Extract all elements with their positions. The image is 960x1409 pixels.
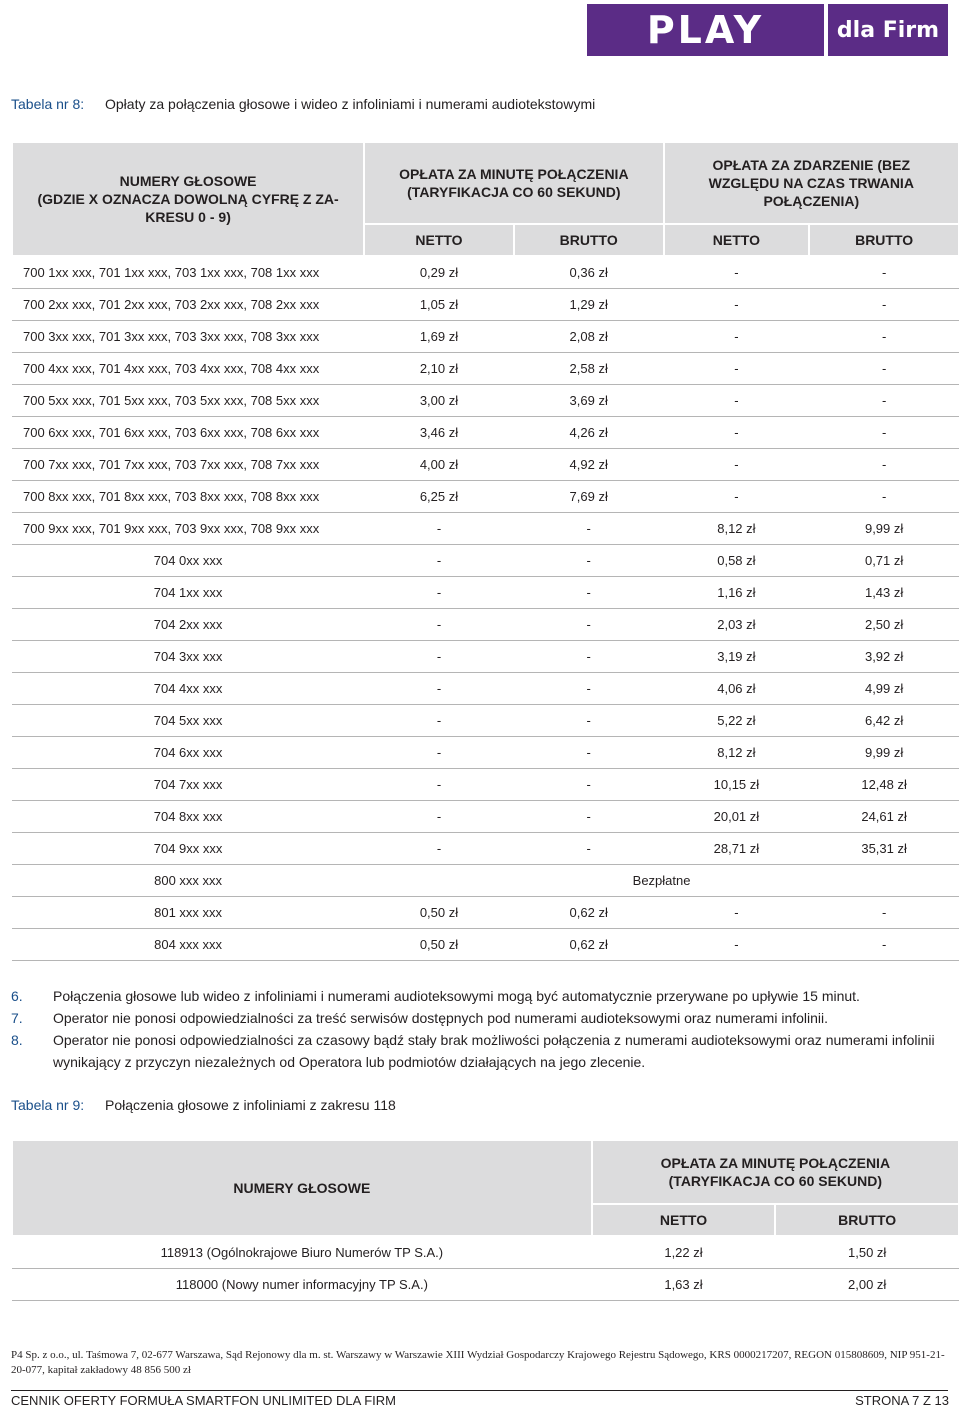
table-row xyxy=(12,929,959,961)
price-cell: 1,50 zł xyxy=(775,1236,959,1269)
price-cell: 10,15 zł xyxy=(664,769,810,801)
table-row xyxy=(12,256,959,289)
price-cell: 1,43 zł xyxy=(809,577,959,609)
price-cell: 1,16 zł xyxy=(664,577,810,609)
table9-header-per-minute: OPŁATA ZA MINUTĘ POŁĄCZENIA (TARYFIKACJA CO 60 SEKUND) xyxy=(592,1140,959,1204)
number-range-cell: 704 8xx xxx xyxy=(12,801,364,833)
price-cell: - xyxy=(514,577,664,609)
price-cell: Bezpłatne xyxy=(364,865,959,897)
price-cell: 0,29 zł xyxy=(364,256,514,289)
footer-divider xyxy=(11,1390,948,1391)
price-cell: - xyxy=(809,481,959,513)
price-cell: - xyxy=(364,737,514,769)
price-cell: - xyxy=(514,673,664,705)
price-cell: - xyxy=(809,321,959,353)
price-cell: 5,22 zł xyxy=(664,705,810,737)
price-cell: 2,50 zł xyxy=(809,609,959,641)
table-row xyxy=(12,1236,959,1269)
price-cell: - xyxy=(664,481,810,513)
price-cell: 8,12 zł xyxy=(664,737,810,769)
price-cell: - xyxy=(514,545,664,577)
play-logo: PLAY xyxy=(587,4,824,56)
price-cell: 9,99 zł xyxy=(809,737,959,769)
price-cell: 9,99 zł xyxy=(809,513,959,545)
table8 xyxy=(11,141,960,961)
price-cell: - xyxy=(514,801,664,833)
price-cell: - xyxy=(809,449,959,481)
number-range-cell: 700 9xx xxx, 701 9xx xxx, 703 9xx xxx, 708 9xx xxx xyxy=(12,513,364,545)
number-range-cell: 704 3xx xxx xyxy=(12,641,364,673)
number-range-cell: 700 6xx xxx, 701 6xx xxx, 703 6xx xxx, 708 6xx xxx xyxy=(12,417,364,449)
price-cell: - xyxy=(364,577,514,609)
price-cell: 12,48 zł xyxy=(809,769,959,801)
note-text: Operator nie ponosi odpowiedzialności za czasowy bądź stały brak możliwości połączenia z numerami audioteksowymi oraz numerami infolinii wynikający z przyczyn niezależnych od Operatora lub podmiotów działających na jego zlecenie. xyxy=(53,1032,935,1070)
number-range-cell: 700 8xx xxx, 701 8xx xxx, 703 8xx xxx, 708 8xx xxx xyxy=(12,481,364,513)
price-cell: - xyxy=(809,897,959,929)
price-cell: 8,12 zł xyxy=(664,513,810,545)
table-row xyxy=(12,321,959,353)
price-cell: 24,61 zł xyxy=(809,801,959,833)
table8-subheader-brutto: BRUTTO xyxy=(514,224,664,256)
table8-body xyxy=(12,256,959,961)
table8-header-numbers: NUMERY GŁOSOWE (GDZIE X OZNACZA DOWOLNĄ CYFRĘ Z ZA- KRESU 0 - 9) xyxy=(12,142,364,256)
price-cell: 35,31 zł xyxy=(809,833,959,865)
price-cell: 1,22 zł xyxy=(592,1236,776,1269)
table-row xyxy=(12,865,959,897)
company-info: P4 Sp. z o.o., ul. Taśmowa 7, 02-677 Warszawa, Sąd Rejonowy dla m. st. Warszawy w Warszawie XIII Wydział Gospodarczy Krajowego Rejestru Sądowego, KRS 0000217207, REGON 015808609, NIP 951-21-20-077, kapitał zakładowy 48 856 500 zł xyxy=(11,1349,945,1376)
price-cell: 2,10 zł xyxy=(364,353,514,385)
table8-header-per-event: OPŁATA ZA ZDARZENIE (BEZ WZGLĘDU NA CZAS TRWANIA POŁĄCZENIA) xyxy=(664,142,959,224)
number-range-cell: 700 1xx xxx, 701 1xx xxx, 703 1xx xxx, 708 1xx xxx xyxy=(12,256,364,289)
table9-caption xyxy=(11,1097,396,1113)
note-item xyxy=(11,985,948,1007)
price-cell: - xyxy=(514,609,664,641)
price-cell: - xyxy=(514,705,664,737)
price-cell: - xyxy=(664,321,810,353)
price-cell: - xyxy=(809,417,959,449)
number-range-cell: 704 9xx xxx xyxy=(12,833,364,865)
price-cell: - xyxy=(664,256,810,289)
table-row xyxy=(12,609,959,641)
number-range-cell: 704 2xx xxx xyxy=(12,609,364,641)
note-item xyxy=(11,1007,948,1029)
number-range-cell: 704 7xx xxx xyxy=(12,769,364,801)
price-cell: 3,00 zł xyxy=(364,385,514,417)
number-range-cell: 704 5xx xxx xyxy=(12,705,364,737)
table-row xyxy=(12,481,959,513)
number-range-cell: 704 4xx xxx xyxy=(12,673,364,705)
price-cell: - xyxy=(514,513,664,545)
price-cell: - xyxy=(809,353,959,385)
price-cell: - xyxy=(809,289,959,321)
price-cell: - xyxy=(364,705,514,737)
price-cell: - xyxy=(514,641,664,673)
table-row xyxy=(12,449,959,481)
price-cell: 1,63 zł xyxy=(592,1269,776,1301)
page-number: STRONA 7 Z 13 xyxy=(855,1393,949,1408)
price-cell: 0,50 zł xyxy=(364,929,514,961)
price-cell: 1,69 zł xyxy=(364,321,514,353)
price-cell: 2,00 zł xyxy=(775,1269,959,1301)
price-cell: - xyxy=(364,833,514,865)
table-row xyxy=(12,705,959,737)
number-range-cell: 804 xxx xxx xyxy=(12,929,364,961)
number-range-cell: 118913 (Ogólnokrajowe Biuro Numerów TP S.A.) xyxy=(12,1236,592,1269)
price-cell: - xyxy=(514,833,664,865)
table8-subheader-brutto: BRUTTO xyxy=(809,224,959,256)
price-cell: - xyxy=(809,256,959,289)
price-cell: 4,06 zł xyxy=(664,673,810,705)
price-cell: 28,71 zł xyxy=(664,833,810,865)
price-cell: - xyxy=(364,641,514,673)
number-range-cell: 700 5xx xxx, 701 5xx xxx, 703 5xx xxx, 708 5xx xxx xyxy=(12,385,364,417)
play-dla-firm-logo xyxy=(587,4,948,56)
price-cell: - xyxy=(664,289,810,321)
table-row xyxy=(12,545,959,577)
table-row xyxy=(12,769,959,801)
table8-subheader-netto: NETTO xyxy=(664,224,810,256)
table9-subheader-netto: NETTO xyxy=(592,1204,776,1236)
table-row xyxy=(12,289,959,321)
price-cell: 4,26 zł xyxy=(514,417,664,449)
table9-caption-text: Połączenia głosowe z infoliniami z zakresu 118 xyxy=(105,1097,396,1113)
price-cell: 4,00 zł xyxy=(364,449,514,481)
table-row xyxy=(12,897,959,929)
price-cell: - xyxy=(809,929,959,961)
price-cell: - xyxy=(364,513,514,545)
note-text: Połączenia głosowe lub wideo z infoliniami i numerami audioteksowymi mogą być automatycznie przerywane po upływie 15 minut. xyxy=(53,988,860,1004)
note-number: 6. xyxy=(11,988,23,1004)
table9-caption-label: Tabela nr 9: xyxy=(11,1097,85,1113)
table9-subheader-brutto: BRUTTO xyxy=(775,1204,959,1236)
price-cell: - xyxy=(364,545,514,577)
table-row xyxy=(12,353,959,385)
price-cell: 7,69 zł xyxy=(514,481,664,513)
price-cell: 0,62 zł xyxy=(514,897,664,929)
price-cell: - xyxy=(364,801,514,833)
table8-caption-text: Opłaty za połączenia głosowe i wideo z infoliniami i numerami audiotekstowymi xyxy=(105,96,596,112)
table-row xyxy=(12,673,959,705)
price-cell: - xyxy=(664,417,810,449)
note-number: 8. xyxy=(11,1032,23,1048)
table8-subheader-netto: NETTO xyxy=(364,224,514,256)
number-range-cell: 800 xxx xxx xyxy=(12,865,364,897)
number-range-cell: 704 6xx xxx xyxy=(12,737,364,769)
price-cell: 2,03 zł xyxy=(664,609,810,641)
price-cell: - xyxy=(664,449,810,481)
price-cell: - xyxy=(514,737,664,769)
footer-document-title: CENNIK OFERTY FORMUŁA SMARTFON UNLIMITED DLA FIRM xyxy=(11,1393,396,1408)
price-cell: - xyxy=(364,609,514,641)
number-range-cell: 704 0xx xxx xyxy=(12,545,364,577)
table-row xyxy=(12,385,959,417)
table-row xyxy=(12,833,959,865)
table8-caption xyxy=(11,96,595,112)
price-cell: - xyxy=(514,769,664,801)
price-cell: 4,99 zł xyxy=(809,673,959,705)
price-cell: - xyxy=(364,769,514,801)
price-cell: 0,36 zł xyxy=(514,256,664,289)
price-cell: 0,62 zł xyxy=(514,929,664,961)
price-cell: - xyxy=(809,385,959,417)
price-cell: - xyxy=(664,385,810,417)
dla-firm-label: dla Firm xyxy=(828,4,948,56)
number-range-cell: 700 7xx xxx, 701 7xx xxx, 703 7xx xxx, 708 7xx xxx xyxy=(12,449,364,481)
table-row xyxy=(12,1269,959,1301)
price-cell: 3,69 zł xyxy=(514,385,664,417)
price-cell: 6,42 zł xyxy=(809,705,959,737)
number-range-cell: 118000 (Nowy numer informacyjny TP S.A.) xyxy=(12,1269,592,1301)
number-range-cell: 700 2xx xxx, 701 2xx xxx, 703 2xx xxx, 708 2xx xxx xyxy=(12,289,364,321)
table-row xyxy=(12,577,959,609)
price-cell: 0,71 zł xyxy=(809,545,959,577)
price-cell: 1,29 zł xyxy=(514,289,664,321)
price-cell: 6,25 zł xyxy=(364,481,514,513)
number-range-cell: 801 xxx xxx xyxy=(12,897,364,929)
table8-header-per-minute: OPŁATA ZA MINUTĘ POŁĄCZENIA (TARYFIKACJA CO 60 SEKUND) xyxy=(364,142,663,224)
table9-body xyxy=(12,1236,959,1301)
table-row xyxy=(12,801,959,833)
note-text: Operator nie ponosi odpowiedzialności za treść serwisów dostępnych pod numerami audioteksowymi oraz numerami infolinii. xyxy=(53,1010,829,1026)
notes-list xyxy=(11,985,948,1073)
price-cell: - xyxy=(664,897,810,929)
price-cell: 2,08 zł xyxy=(514,321,664,353)
price-cell: 2,58 zł xyxy=(514,353,664,385)
price-cell: - xyxy=(364,673,514,705)
price-cell: 0,58 zł xyxy=(664,545,810,577)
price-cell: - xyxy=(664,929,810,961)
price-cell: 3,46 zł xyxy=(364,417,514,449)
price-cell: 20,01 zł xyxy=(664,801,810,833)
table8-caption-label: Tabela nr 8: xyxy=(11,96,85,112)
table-row xyxy=(12,641,959,673)
number-range-cell: 704 1xx xxx xyxy=(12,577,364,609)
table-row xyxy=(12,513,959,545)
number-range-cell: 700 4xx xxx, 701 4xx xxx, 703 4xx xxx, 708 4xx xxx xyxy=(12,353,364,385)
note-item xyxy=(11,1029,948,1073)
table-row xyxy=(12,417,959,449)
price-cell: 1,05 zł xyxy=(364,289,514,321)
price-cell: - xyxy=(664,353,810,385)
table-row xyxy=(12,737,959,769)
table9-header-numbers: NUMERY GŁOSOWE xyxy=(12,1140,592,1236)
number-range-cell: 700 3xx xxx, 701 3xx xxx, 703 3xx xxx, 708 3xx xxx xyxy=(12,321,364,353)
table9 xyxy=(11,1139,960,1301)
note-number: 7. xyxy=(11,1010,23,1026)
price-cell: 0,50 zł xyxy=(364,897,514,929)
price-cell: 3,92 zł xyxy=(809,641,959,673)
price-cell: 3,19 zł xyxy=(664,641,810,673)
price-cell: 4,92 zł xyxy=(514,449,664,481)
